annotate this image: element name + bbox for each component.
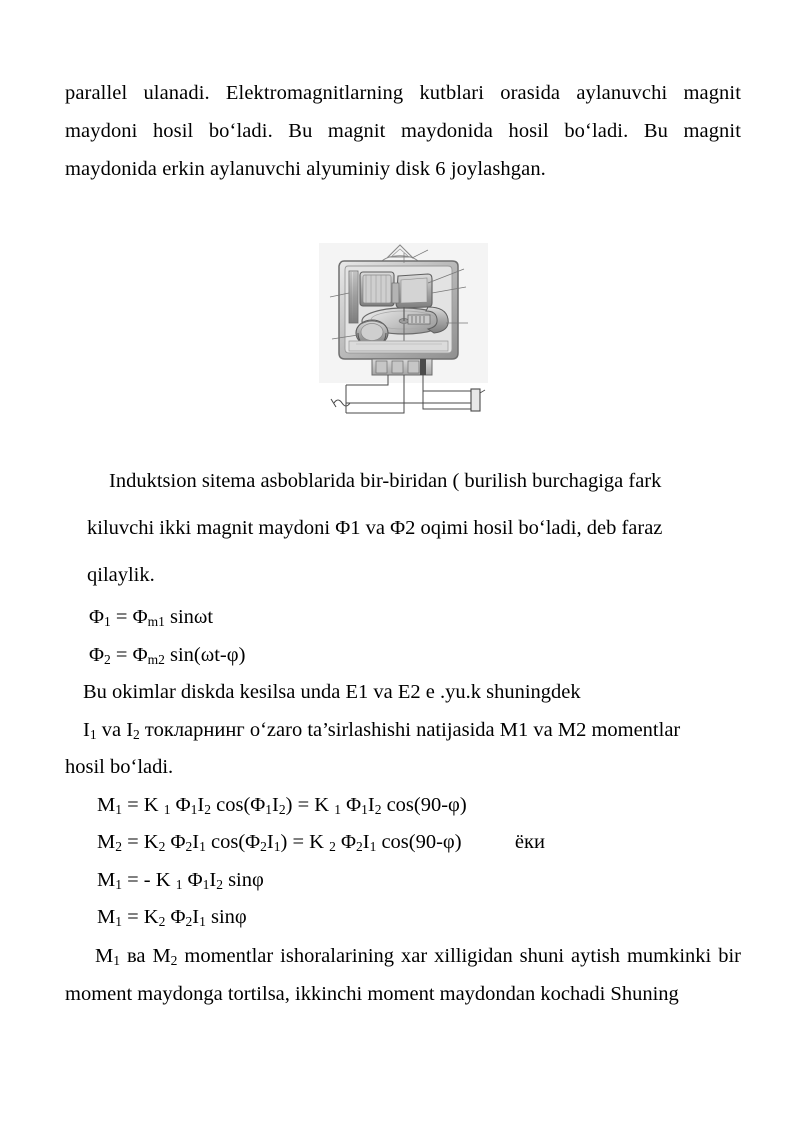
m1cos-p1-sub: 1 <box>190 801 198 817</box>
m1sinb-k-sub: 2 <box>158 914 166 930</box>
phi1-eq: = <box>110 606 133 628</box>
tail-m1-sub: 1 <box>113 952 120 968</box>
m2cos-p1-sub: 2 <box>185 839 193 855</box>
currents-line-cont: hosil bo‘ladi. <box>65 756 174 778</box>
note-emf: Bu okimlar diskda kesilsa unda E1 va E2 e .yu.k shuningdek <box>83 681 581 703</box>
m1sinb-p2-sub: 1 <box>199 914 206 930</box>
phi2-lhs: Φ <box>89 643 104 666</box>
phi2-rhs-sym: Φ <box>132 643 148 666</box>
m1cos-c1: cos(Φ <box>211 793 266 816</box>
phi1-lhs-sub: 1 <box>104 614 111 630</box>
m2cos-k2-sub: 2 <box>329 839 336 855</box>
m1cos-k-sub: 1 <box>163 801 171 817</box>
m1cos-c5: I <box>367 793 375 816</box>
m2cos-c3: ) = K <box>280 831 330 853</box>
m2cos-p2: I <box>192 831 200 853</box>
tail-conj: ва <box>120 944 153 967</box>
m1sinb-m-sub: 1 <box>115 914 122 930</box>
m1sin-m: M <box>97 868 116 891</box>
m1cos-m-sub: 1 <box>115 801 122 817</box>
m1sinb-tail: sinφ <box>205 906 247 928</box>
phi1-rhs-sym: Φ <box>132 606 148 628</box>
currents-line <box>65 712 741 750</box>
current-i-sym: I <box>83 718 90 741</box>
m1sin-m-sub: 1 <box>115 876 122 892</box>
current-i-sub2: 2 <box>133 726 140 742</box>
m1cos-c2: I <box>272 793 279 816</box>
paragraph-tail <box>65 937 741 1013</box>
m1sin-p1-sub: 1 <box>202 876 210 892</box>
formula-m1-cos <box>65 787 741 825</box>
m1cos-c3: ) = K <box>285 793 335 816</box>
phi2-lhs-sub: 2 <box>104 651 111 667</box>
tail-m2: M <box>152 944 171 967</box>
induction-meter-diagram <box>316 241 491 453</box>
m2cos-p2-sub: 1 <box>199 839 206 855</box>
m1cos-p2-sub: 2 <box>204 801 211 817</box>
m1cos-c4-sub: 1 <box>361 801 368 817</box>
middle-line-1: Induktsion sitema asboblarida bir-biridan ( burilish burchagiga fark <box>109 470 662 492</box>
m1sinb-p1-sub: 2 <box>185 914 193 930</box>
formula-phi2 <box>65 637 741 675</box>
m1cos-c2-sub: 2 <box>278 801 286 817</box>
m2cos-c5-sub: 1 <box>369 839 377 855</box>
m2cos-m: M <box>97 831 116 853</box>
m1cos-c1-sub: 1 <box>265 801 273 817</box>
m1sinb-p1: Φ <box>165 906 186 928</box>
m1cos-c4: Φ <box>340 793 362 816</box>
middle-line-3: qilaylik. <box>87 564 155 586</box>
phi2-rhs-tail: sin(ωt-φ) <box>164 643 246 666</box>
formula-block <box>65 599 741 937</box>
m1sinb-m: M <box>97 906 116 928</box>
phi2-eq: = <box>110 643 133 666</box>
m2cos-c4: Φ <box>335 831 356 853</box>
m2cos-c2: I <box>266 831 274 853</box>
m1sin-body: = - K <box>122 868 176 891</box>
m2cos-c5: I <box>362 831 370 853</box>
formula-m1-sin <box>65 862 741 900</box>
tail-m2-sub: 2 <box>170 952 178 968</box>
tail-m1: M <box>95 944 114 967</box>
m1cos-c6: cos(90-φ) <box>381 793 467 816</box>
current-i-sub1: 1 <box>89 726 97 742</box>
middle-block <box>65 458 741 599</box>
m1sinb-p2: I <box>192 906 200 928</box>
page-content <box>65 74 741 1013</box>
m1cos-body: = K <box>122 793 164 816</box>
paragraph-top: parallel ulanadi. Elektromagnitlarning kutblari orasida aylanuvchi magnit maydoni hosil bo‘ladi. Bu magnit maydonida hosil bo‘ladi. Bu magnit maydonida erkin aylanuvchi alyuminiy disk 6 joylashgan. <box>65 82 741 180</box>
m1sin-p1: Φ <box>182 868 203 891</box>
m1sinb-body: = K <box>122 906 159 928</box>
m1sin-tail: sinφ <box>222 868 264 891</box>
formula-phi1 <box>65 599 741 637</box>
m1sin-k-sub: 1 <box>175 876 183 892</box>
m2cos-trailing: ёки <box>514 831 545 853</box>
m2cos-p1: Φ <box>165 831 186 853</box>
tail-rest: momentlar ishoralarining xar xilligidan shuni aytish mumkinki bir moment maydonga tortilsa, ikkinchi moment maydondan kochadi Shuning <box>65 944 741 1005</box>
m2cos-c1-sub: 2 <box>260 839 267 855</box>
m1sin-p2-sub: 2 <box>216 876 223 892</box>
m2cos-m-sub: 2 <box>115 839 122 855</box>
m2cos-c6: cos(90-φ) <box>376 831 462 853</box>
m2cos-c1: cos(Φ <box>205 831 261 853</box>
m1cos-k2-sub: 1 <box>334 801 341 817</box>
middle-line-2: kiluvchi ikki magnit maydoni Φ1 va Φ2 oqimi hosil bo‘ladi, deb faraz <box>87 517 663 539</box>
phi1-lhs: Φ <box>89 606 104 628</box>
phi1-rhs-sub: m1 <box>147 614 165 630</box>
m1cos-m: M <box>97 793 116 816</box>
current-tail: токларнинг o‘zaro ta’sirlashishi natijasida M1 va M2 momentlar <box>139 718 681 741</box>
phi1-rhs-tail: sinωt <box>164 606 214 628</box>
current-mid: va I <box>96 718 134 741</box>
formula-m1-sin-b <box>65 899 741 937</box>
m2cos-k-sub: 2 <box>158 839 166 855</box>
m1cos-p2: I <box>197 793 205 816</box>
m2cos-body: = K <box>122 831 159 853</box>
m2cos-c4-sub: 2 <box>355 839 363 855</box>
m2cos-c2-sub: 1 <box>273 839 281 855</box>
induction-meter-diagram-svg <box>316 241 491 453</box>
m1cos-p1: Φ <box>170 793 191 816</box>
m1sin-p2: I <box>209 868 217 891</box>
figure-block <box>65 188 741 458</box>
phi2-rhs-sub: m2 <box>147 651 165 667</box>
m1cos-c5-sub: 2 <box>374 801 382 817</box>
formula-m2-cos <box>65 824 741 862</box>
